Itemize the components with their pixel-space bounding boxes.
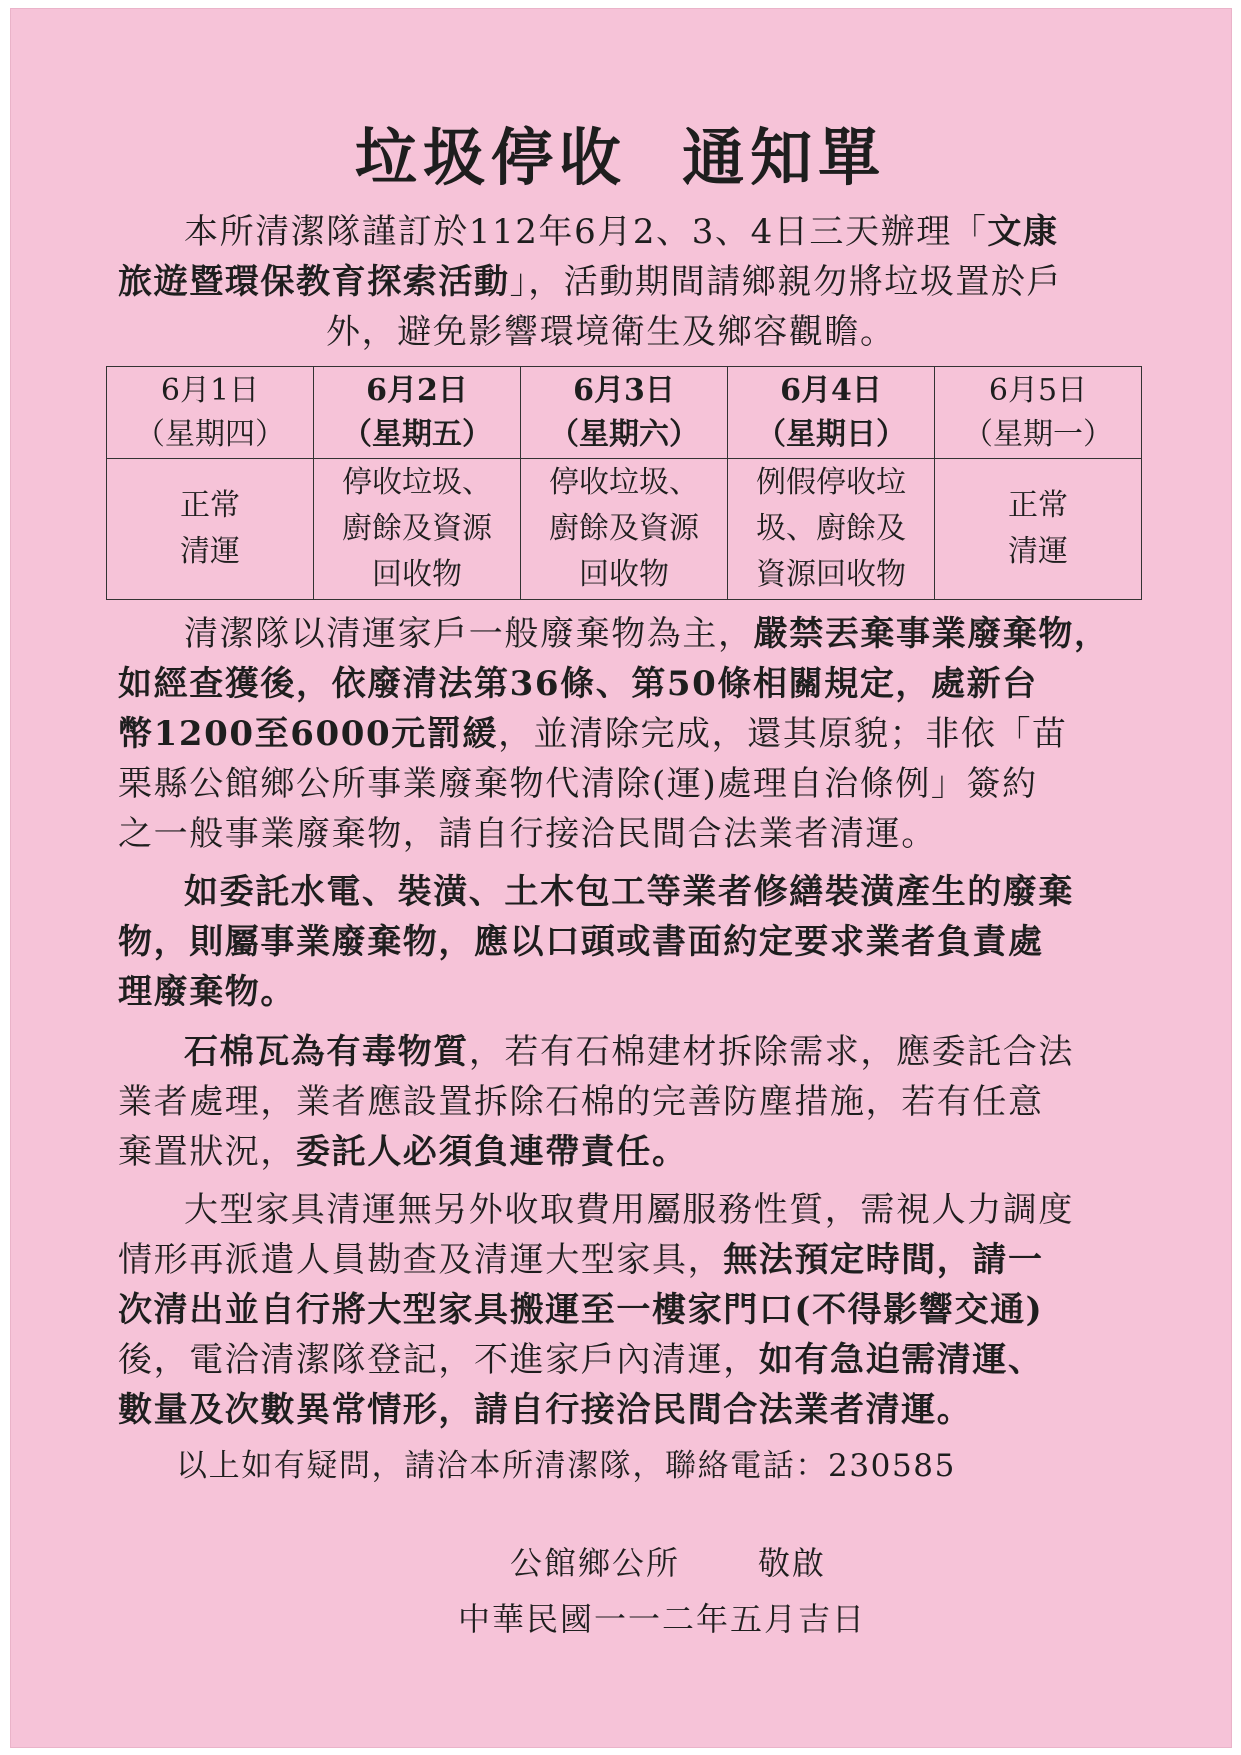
para4-line-5: 數量及次數異常情形，請自行接洽民間合法業者清運。 xyxy=(118,1390,973,1430)
para1-line-3: 幣1200至6000元罰緩，並清除完成，還其原貌；非依「苗 xyxy=(118,714,1068,754)
status-cell: 正常 清運 xyxy=(935,459,1142,600)
status-cell: 停收垃圾、 廚餘及資源 回收物 xyxy=(521,459,728,600)
para1-line-5: 之一般事業廢棄物，請自行接洽民間合法業者清運。 xyxy=(118,814,937,854)
para4-line-3: 次清出並自行將大型家具搬運至一樓家門口(不得影響交通) xyxy=(118,1290,1044,1330)
status-cell: 停收垃圾、 廚餘及資源 回收物 xyxy=(314,459,521,600)
date-cell: 6月1日 （星期四） xyxy=(107,367,314,459)
schedule-status-row xyxy=(107,459,1142,600)
signature-org: 公館鄉公所 xyxy=(510,1544,681,1582)
para1-line-2: 如經查獲後，依廢清法第36條、第50條相關規定，處新台 xyxy=(118,664,1038,704)
page-title: 垃圾停收 通知單 xyxy=(354,121,887,194)
para1-line-4: 栗縣公館鄉公所事業廢棄物代清除(運)處理自治條例」簽約 xyxy=(118,764,1038,804)
para3-line-3: 棄置狀況，委託人必須負連帶責任。 xyxy=(118,1132,688,1172)
collection-schedule-table xyxy=(106,366,1142,600)
intro-line-2: 旅遊暨環保教育探索活動」，活動期間請鄉親勿將垃圾置於戶 xyxy=(118,262,1063,302)
date-cell: 6月5日 （星期一） xyxy=(935,367,1142,459)
signature-date: 中華民國一一二年五月吉日 xyxy=(458,1600,867,1638)
date-cell: 6月2日 （星期五） xyxy=(314,367,521,459)
status-cell: 例假停收垃 圾、廚餘及 資源回收物 xyxy=(728,459,935,600)
para4-line-2: 情形再派遣人員勘查及清運大型家具，無法預定時間，請一 xyxy=(118,1240,1044,1280)
intro-line-3: 外，避免影響環境衛生及鄉容觀瞻。 xyxy=(326,312,896,352)
date-cell: 6月4日 （星期日） xyxy=(728,367,935,459)
para4-line-1: 大型家具清運無另外收取費用屬服務性質，需視人力調度 xyxy=(184,1190,1074,1230)
contact-line: 以上如有疑問，請洽本所清潔隊，聯絡電話：230585 xyxy=(176,1448,956,1484)
para3-line-1: 石棉瓦為有毒物質，若有石棉建材拆除需求，應委託合法 xyxy=(184,1032,1075,1072)
para2-line-2: 物，則屬事業廢棄物，應以口頭或書面約定要求業者負責處 xyxy=(118,922,1044,962)
schedule-date-row xyxy=(107,367,1142,459)
signature-salute: 敬啟 xyxy=(758,1544,827,1582)
para2-line-1: 如委託水電、裝潢、土木包工等業者修繕裝潢產生的廢棄 xyxy=(184,872,1074,912)
para3-line-2: 業者處理，業者應設置拆除石棉的完善防塵措施，若有任意 xyxy=(118,1082,1044,1122)
status-cell: 正常 清運 xyxy=(107,459,314,600)
intro-line-1: 本所清潔隊謹訂於112年6月2、3、4日三天辦理「文康 xyxy=(184,212,1059,252)
para2-line-3: 理廢棄物。 xyxy=(118,972,296,1012)
para1-line-1: 清潔隊以清運家戶一般廢棄物為主，嚴禁丟棄事業廢棄物， xyxy=(184,614,1110,654)
date-cell: 6月3日 （星期六） xyxy=(521,367,728,459)
para4-line-4: 後，電洽清潔隊登記，不進家戶內清運，如有急迫需清運、 xyxy=(118,1340,1044,1380)
